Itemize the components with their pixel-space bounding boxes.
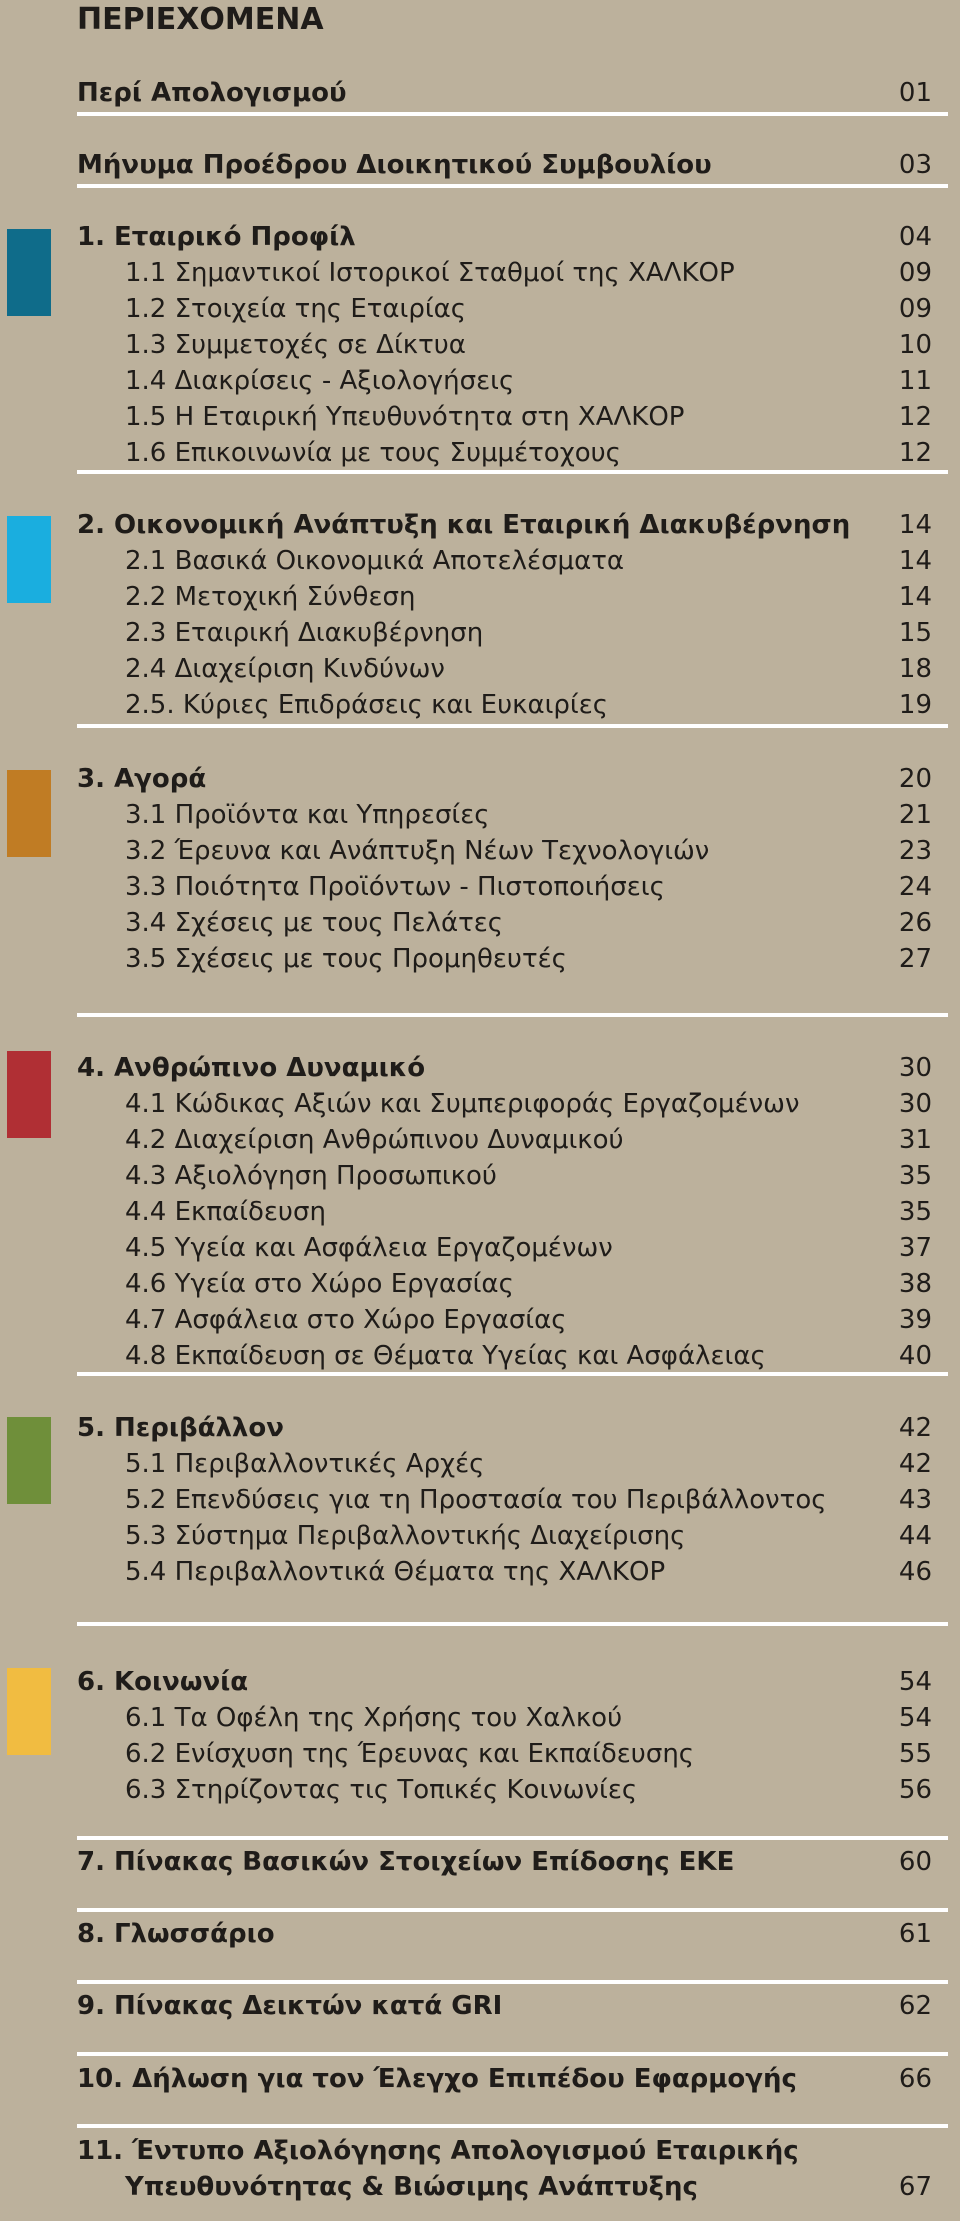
toc-subentry[interactable]: [77, 651, 932, 687]
toc-subentry[interactable]: [77, 1772, 932, 1808]
toc-section-2[interactable]: [77, 507, 932, 543]
toc-subentry[interactable]: [77, 1700, 932, 1736]
toc-entry-page: 54: [898, 1703, 932, 1733]
toc-subentry[interactable]: [77, 435, 932, 471]
toc-subentry[interactable]: [77, 579, 932, 615]
toc-entry-page: 27: [898, 944, 932, 974]
toc-entry-label: 6.2 Ενίσχυση της Έρευνας και Εκπαίδευσης: [125, 1739, 695, 1769]
toc-entry-label: 1.6 Επικοινωνία με τους Συμμέτοχους: [125, 438, 621, 468]
toc-entry-label: 6.3 Στηρίζοντας τις Τοπικές Κοινωνίες: [125, 1775, 638, 1805]
toc-entry-page: 24: [898, 872, 932, 902]
toc-entry-page: 23: [898, 836, 932, 866]
toc-subentry[interactable]: [77, 615, 932, 651]
toc-subentry[interactable]: [77, 833, 932, 869]
toc-entry-label-line1: 11. Έντυπο Αξιολόγησης Απολογισμού Εταιρικής: [77, 2136, 799, 2166]
toc-subentry[interactable]: [77, 687, 932, 723]
toc-subentry[interactable]: [77, 291, 932, 327]
toc-entry-page: 26: [898, 908, 932, 938]
toc-subentry[interactable]: [77, 905, 932, 941]
toc-subentry[interactable]: [77, 1086, 932, 1122]
toc-entry-page: 19: [898, 690, 932, 720]
toc-entry-page: 55: [898, 1739, 932, 1769]
toc-entry-about[interactable]: [77, 75, 932, 111]
toc-entry-page: 37: [898, 1233, 932, 1263]
section-2-color-bar: [7, 516, 51, 603]
toc-entry-page: 44: [898, 1521, 932, 1551]
toc-subentry[interactable]: [77, 399, 932, 435]
toc-entry-page: 21: [898, 800, 932, 830]
toc-entry-label: 1.2 Στοιχεία της Εταιρίας: [125, 294, 467, 324]
toc-entry-label: 3.4 Σχέσεις με τους Πελάτες: [125, 908, 504, 938]
toc-subentry[interactable]: [77, 1482, 932, 1518]
toc-entry-page: 12: [898, 402, 932, 432]
separator: [77, 2052, 948, 2056]
separator: [77, 1908, 948, 1912]
toc-entry-page: 04: [898, 222, 932, 252]
toc-subentry[interactable]: [77, 255, 932, 291]
section-1-color-bar: [7, 229, 51, 316]
toc-entry-label: 2. Οικονομική Ανάπτυξη και Εταιρική Διακυβέρνηση: [77, 510, 851, 540]
toc-entry-page: 60: [898, 1847, 932, 1877]
toc-entry-page: 54: [898, 1667, 932, 1697]
toc-entry-label: 8. Γλωσσάριο: [77, 1919, 275, 1949]
toc-entry-page: 43: [898, 1485, 932, 1515]
toc-entry-page: 15: [898, 618, 932, 648]
page-title: ΠΕΡΙΕΧΟΜΕΝΑ: [77, 2, 324, 37]
toc-entry-page: 56: [898, 1775, 932, 1805]
toc-entry-label: 5.4 Περιβαλλοντικά Θέματα της ΧΑΛΚΟΡ: [125, 1557, 666, 1587]
toc-entry-page: 67: [898, 2172, 932, 2202]
toc-entry-label: 2.1 Βασικά Οικονομικά Αποτελέσματα: [125, 546, 625, 576]
separator: [77, 724, 948, 728]
toc-entry-page: 14: [898, 582, 932, 612]
toc-section-10[interactable]: [77, 2061, 932, 2097]
toc-entry-page: 01: [898, 78, 932, 108]
toc-entry-label: 1.5 Η Εταιρική Υπευθυνότητα στη ΧΑΛΚΟΡ: [125, 402, 685, 432]
toc-entry-page: 14: [898, 546, 932, 576]
toc-section-5[interactable]: [77, 1410, 932, 1446]
toc-subentry[interactable]: [77, 1518, 932, 1554]
toc-entry-label: 2.2 Μετοχική Σύνθεση: [125, 582, 416, 612]
toc-entry-page: 39: [898, 1305, 932, 1335]
toc-subentry[interactable]: [77, 1302, 932, 1338]
toc-entry-page: 20: [898, 764, 932, 794]
toc-entry-label: Μήνυμα Προέδρου Διοικητικού Συμβουλίου: [77, 150, 712, 180]
toc-section-8[interactable]: [77, 1916, 932, 1952]
toc-subentry[interactable]: [77, 1446, 932, 1482]
toc-subentry[interactable]: [77, 1230, 932, 1266]
toc-subentry[interactable]: [77, 327, 932, 363]
toc-subentry[interactable]: [77, 1158, 932, 1194]
toc-entry-label: 5.3 Σύστημα Περιβαλλοντικής Διαχείρισης: [125, 1521, 686, 1551]
toc-entry-page: 42: [898, 1449, 932, 1479]
toc-entry-label: 3.2 Έρευνα και Ανάπτυξη Νέων Τεχνολογιών: [125, 836, 710, 866]
toc-entry-label: 5. Περιβάλλον: [77, 1413, 284, 1443]
toc-entry-label: 4.1 Κώδικας Αξιών και Συμπεριφοράς Εργαζομένων: [125, 1089, 800, 1119]
toc-entry-page: 18: [898, 654, 932, 684]
toc-entry-page: 35: [898, 1161, 932, 1191]
toc-entry-page: 11: [898, 366, 932, 396]
separator: [77, 1013, 948, 1017]
separator: [77, 2124, 948, 2128]
separator: [77, 184, 948, 188]
toc-section-1[interactable]: [77, 219, 932, 255]
toc-section-11[interactable]: [77, 2133, 932, 2205]
toc-subentry[interactable]: [77, 1122, 932, 1158]
toc-entry-label: 2.3 Εταιρική Διακυβέρνηση: [125, 618, 484, 648]
toc-entry-label: 6. Κοινωνία: [77, 1667, 249, 1697]
toc-section-7[interactable]: [77, 1844, 932, 1880]
toc-entry-label: 4.4 Εκπαίδευση: [125, 1197, 326, 1227]
toc-subentry[interactable]: [77, 1266, 932, 1302]
toc-entry-label-line2: Υπευθυνότητας & Βιώσιμης Ανάπτυξης: [125, 2172, 698, 2202]
toc-entry-label: Περί Απολογισμού: [77, 78, 347, 108]
toc-section-3[interactable]: [77, 761, 932, 797]
toc-entry-page: 31: [898, 1125, 932, 1155]
toc-entry-label: 10. Δήλωση για τον Έλεγχο Επιπέδου Εφαρμογής: [77, 2064, 797, 2094]
toc-entry-label: 6.1 Τα Οφέλη της Χρήσης του Χαλκού: [125, 1703, 623, 1733]
section-3-color-bar: [7, 770, 51, 857]
toc-entry-label: 5.1 Περιβαλλοντικές Αρχές: [125, 1449, 485, 1479]
toc-entry-page: 09: [898, 294, 932, 324]
toc-entry-label: 2.4 Διαχείριση Κινδύνων: [125, 654, 445, 684]
toc-entry-page: 38: [898, 1269, 932, 1299]
toc-entry-label: 4. Ανθρώπινο Δυναμικό: [77, 1053, 426, 1083]
toc-entry-page: 03: [898, 150, 932, 180]
toc-subentry[interactable]: [77, 1736, 932, 1772]
toc-entry-label: 5.2 Επενδύσεις για τη Προστασία του Περιβάλλοντος: [125, 1485, 827, 1515]
toc-entry-page: 40: [898, 1341, 932, 1371]
toc-entry-label: 1.4 Διακρίσεις - Αξιολογήσεις: [125, 366, 515, 396]
separator: [77, 1980, 948, 1984]
toc-section-9[interactable]: [77, 1988, 932, 2024]
toc-entry-label: 4.5 Υγεία και Ασφάλεια Εργαζομένων: [125, 1233, 613, 1263]
toc-entry-label: 3.5 Σχέσεις με τους Προμηθευτές: [125, 944, 567, 974]
toc-entry-label: 2.5. Κύριες Επιδράσεις και Ευκαιρίες: [125, 690, 609, 720]
toc-entry-page: 66: [898, 2064, 932, 2094]
toc-entry-label: 4.8 Εκπαίδευση σε Θέματα Υγείας και Ασφάλειας: [125, 1341, 766, 1371]
separator: [77, 1836, 948, 1840]
toc-entry-label: 4.6 Υγεία στο Χώρο Εργασίας: [125, 1269, 514, 1299]
toc-subentry[interactable]: [77, 941, 932, 977]
separator: [77, 112, 948, 116]
toc-subentry[interactable]: [77, 1554, 932, 1590]
toc-entry-page: 35: [898, 1197, 932, 1227]
toc-entry-page: 61: [898, 1919, 932, 1949]
toc-section-6[interactable]: [77, 1664, 932, 1700]
toc-entry-label: 1.1 Σημαντικοί Ιστορικοί Σταθμοί της ΧΑΛΚΟΡ: [125, 258, 735, 288]
toc-subentry[interactable]: [77, 797, 932, 833]
toc-entry-page: 30: [898, 1089, 932, 1119]
toc-entry-page: 10: [898, 330, 932, 360]
toc-entry-label: 1.3 Συμμετοχές σε Δίκτυα: [125, 330, 466, 360]
toc-entry-label: 1. Εταιρικό Προφίλ: [77, 222, 356, 252]
toc-section-4[interactable]: [77, 1050, 932, 1086]
toc-entry-label: [77, 2133, 897, 2205]
toc-entry-message[interactable]: [77, 147, 932, 183]
toc-entry-label: 3. Αγορά: [77, 764, 207, 794]
separator: [77, 1622, 948, 1626]
toc-entry-label: 4.2 Διαχείριση Ανθρώπινου Δυναμικού: [125, 1125, 624, 1155]
toc-entry-label: 7. Πίνακας Βασικών Στοιχείων Επίδοσης ΕΚΕ: [77, 1847, 735, 1877]
toc-entry-page: 14: [898, 510, 932, 540]
toc-entry-label: 3.1 Προϊόντα και Υπηρεσίες: [125, 800, 490, 830]
toc-entry-label: 9. Πίνακας Δεικτών κατά GRI: [77, 1991, 503, 2021]
toc-entry-label: 4.3 Αξιολόγηση Προσωπικού: [125, 1161, 497, 1191]
toc-entry-page: 62: [898, 1991, 932, 2021]
toc-subentry[interactable]: [77, 1338, 932, 1374]
toc-entry-label: 3.3 Ποιότητα Προϊόντων - Πιστοποιήσεις: [125, 872, 665, 902]
toc-subentry[interactable]: [77, 543, 932, 579]
section-4-color-bar: [7, 1051, 51, 1138]
section-5-color-bar: [7, 1417, 51, 1504]
toc-subentry[interactable]: [77, 363, 932, 399]
toc-entry-page: 09: [898, 258, 932, 288]
toc-entry-page: 42: [898, 1413, 932, 1443]
toc-entry-page: 30: [898, 1053, 932, 1083]
toc-subentry[interactable]: [77, 1194, 932, 1230]
toc-entry-page: 12: [898, 438, 932, 468]
section-6-color-bar: [7, 1668, 51, 1755]
toc-subentry[interactable]: [77, 869, 932, 905]
toc-entry-label: 4.7 Ασφάλεια στο Χώρο Εργασίας: [125, 1305, 567, 1335]
toc-entry-page: 46: [898, 1557, 932, 1587]
